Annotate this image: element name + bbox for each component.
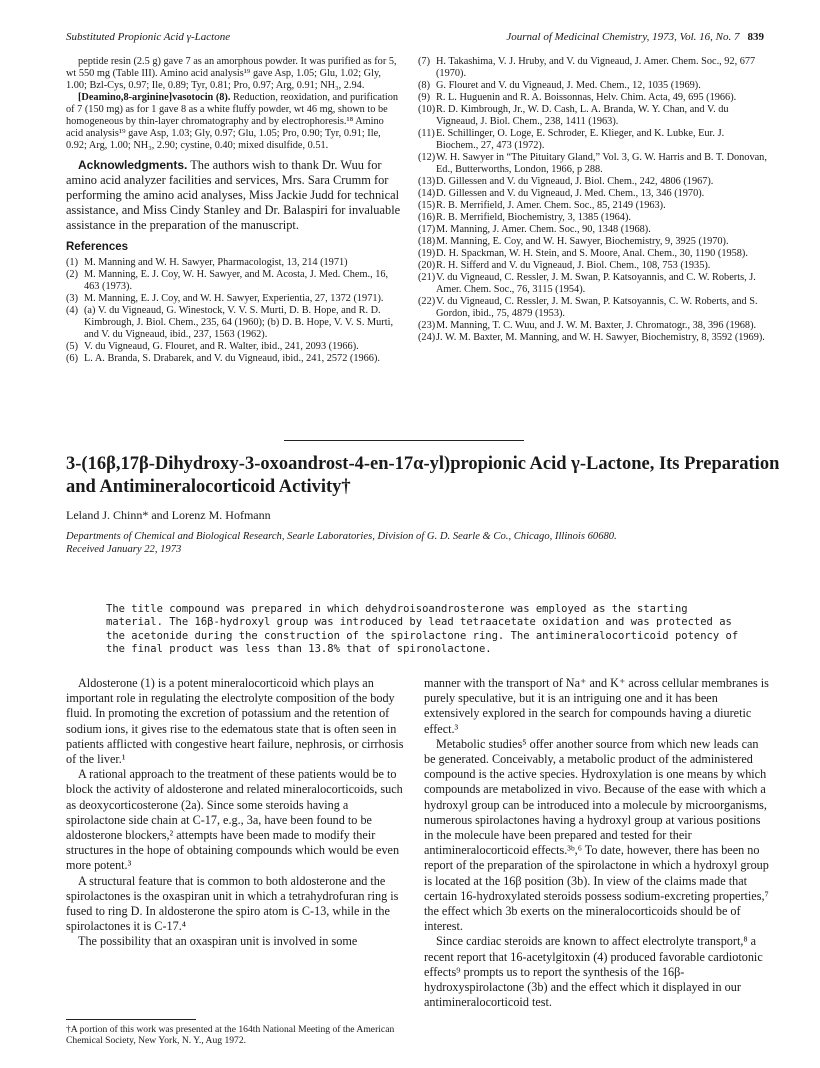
- reference-item: (22) V. du Vigneaud, C. Ressler, J. M. Swan, P. Katsoyannis, C. W. Roberts, and S. Gordon, ibid., 75, 4879 (1953).: [418, 296, 758, 319]
- reference-item: (5) V. du Vigneaud, G. Flouret, and R. Walter, ibid., 241, 2093 (1966).: [66, 341, 359, 352]
- reference-item: (24) J. W. M. Baxter, M. Manning, and W. H. Sawyer, Biochemistry, 8, 3592 (1969).: [418, 332, 765, 343]
- reference-item: (20) R. H. Sifferd and V. du Vigneaud, J. Biol. Chem., 108, 753 (1935).: [418, 260, 711, 271]
- running-header-left: Substituted Propionic Acid γ-Lactone: [66, 31, 231, 43]
- reference-item: (21) V. du Vigneaud, C. Ressler, J. M. Swan, P. Katsoyannis, and C. W. Roberts, J. Amer. Chem. Soc., 76, 3115 (1954).: [418, 272, 756, 295]
- footnote: †A portion of this work was presented at the 164th National Meeting of the American Chemical Society, New York, N. Y., Aug 1972.: [66, 1024, 395, 1046]
- compound-heading: [Deamino,8-arginine]vasotocin (8).: [78, 92, 231, 103]
- reference-item: (6) L. A. Branda, S. Drabarek, and V. du Vigneaud, ibid., 241, 2572 (1966).: [66, 353, 380, 364]
- experimental-paragraph: peptide resin (2.5 g) gave 7 as an amorphous powder. It was purified as for 5, wt 550 mg (Table III). Amino acid analysis¹⁹ gave Asp, 1.05; Glu, 1.02; Gly, 1.00; Bzl-Cys, 0.97; Ile, 0.89; Tyr, 0.81; Pro, 0.97; Arg, 0.91; NH₃, 2.94.: [66, 56, 397, 91]
- reference-item: (4) (a) V. du Vigneaud, G. Winestock, V. V. S. Murti, D. B. Hope, and R. D. Kimbrough, J. Biol. Chem., 235, 64 (1960); (b) D. B. Hope, V. V. S. Murti, and V. du Vigneaud, ibid., 237, 1563 (1962).: [66, 305, 394, 340]
- reference-item: (15) R. B. Merrifield, J. Amer. Chem. Soc., 85, 2149 (1963).: [418, 200, 666, 211]
- reference-list: [66, 257, 403, 365]
- body-paragraph: The possibility that an oxaspiran unit is involved in some: [78, 934, 358, 949]
- reference-item: (14) D. Gillessen and V. du Vigneaud, J. Med. Chem., 13, 346 (1970).: [418, 188, 705, 199]
- reference-item: (11) E. Schillinger, O. Loge, E. Schroder, E. Klieger, and K. Lubke, Eur. J. Biochem., 27, 473 (1972).: [418, 128, 725, 151]
- footnote-rule: [66, 1019, 196, 1020]
- reference-item: (23) M. Manning, T. C. Wuu, and J. W. M. Baxter, J. Chromatogr., 38, 396 (1968).: [418, 320, 757, 331]
- acknowledgments: Acknowledgments. The authors wish to thank Dr. Wuu for amino acid analyzer facilities and services, Mrs. Sara Crumm for performing the amino acid analyses, Miss Jackie Judd for technical assistance, and Miss Cindy Stanley and Dr. Balaspiri for invaluable assistance in the preparation of the manuscript.: [66, 158, 401, 232]
- article-authors: Leland J. Chinn* and Lorenz M. Hofmann: [66, 508, 271, 522]
- reference-item: (13) D. Gillessen and V. du Vigneaud, J. Biol. Chem., 242, 4806 (1967).: [418, 176, 714, 187]
- journal-citation: Journal of Medicinal Chemistry, 1973, Vol. 16, No. 7: [506, 31, 740, 43]
- acknowledgments-heading: Acknowledgments.: [78, 158, 188, 172]
- reference-item: (12) W. H. Sawyer in “The Pituitary Gland,” Vol. 3, G. W. Harris and B. T. Donovan, Ed., Butterworths, London, 1966, p 288.: [418, 152, 767, 175]
- article-affiliation: [66, 530, 786, 556]
- experimental-paragraph: [Deamino,8-arginine]vasotocin (8). Reduction, reoxidation, and purification of 7 (150 mg) as for 1 gave 8 as a white fluffy powder, wt 46 mg, shown to be homogeneous by thin-layer chromatography and by electrophoresis.¹⁸ Amino acid analysis¹⁹ gave Asp, 1.03; Gly, 0.97; Glu, 1.05; Pro, 0.90; Tyr, 0.91; Ile, 0.92; Arg, 1.00; NH₃, 2.90; cystine, 0.40; mixed disulfide, 0.51.: [66, 92, 399, 151]
- body-column-left: [66, 676, 404, 950]
- body-paragraph: Metabolic studies⁵ offer another source from which new leads can be generated. Conceivably, a metabolic product of the administered compound is the active species. Hydroxylation is one means by which compounds are metabolized in vivo. Because of the ease with which a hydroxyl group can be introduced into a molecule by microorganisms, numerous spirolactones having a hydroxyl group at various positions in the molecule have been prepared and tested for their antimineralocorticoid effects.³ᵇ,⁶ To date, however, there has been no report of the preparation of the spirolactone in which a hydroxyl group is located at the 16β position (3b). In view of the claims made that certain 16-hydroxylated steroids possess sodium-excreting properties,⁷ the effect which 3b exerts on the mineralocorticoids should be of interest.: [424, 736, 769, 934]
- body-paragraph: A rational approach to the treatment of these patients would be to block the activity of aldosterone and related mineralocorticoids, such as deoxycorticosterone (2a). Since some steroids having a spirolactone side chain at C-17, e.g., 3a, have been found to be aldosterone blockers,² attempts have been made to modify their structures in the hope of obtaining compounds which would be even more potent.³: [66, 767, 403, 873]
- reference-item: (7) H. Takashima, V. J. Hruby, and V. du Vigneaud, J. Amer. Chem. Soc., 92, 677 (1970).: [418, 56, 756, 79]
- reference-item: (1) M. Manning and W. H. Sawyer, Pharmacologist, 13, 214 (1971): [66, 257, 348, 268]
- reference-item: (2) M. Manning, E. J. Coy, W. H. Sawyer, and M. Acosta, J. Med. Chem., 16, 463 (1973).: [66, 269, 389, 292]
- reference-list: [418, 56, 768, 344]
- received-date: Received January 22, 1973: [66, 544, 182, 555]
- affiliation-text: Departments of Chemical and Biological Research, Searle Laboratories, Division of G. D. Searle & Co., Chicago, Illinois 60680.: [66, 531, 617, 542]
- reference-item: (3) M. Manning, E. J. Coy, and W. H. Sawyer, Experientia, 27, 1372 (1971).: [66, 293, 384, 304]
- page-number: 839: [747, 31, 764, 43]
- reference-item: (19) D. H. Spackman, W. H. Stein, and S. Moore, Anal. Chem., 30, 1190 (1958).: [418, 248, 748, 259]
- previous-article-column-left: [66, 56, 403, 365]
- running-header-right: [506, 31, 764, 43]
- body-paragraph: Since cardiac steroids are known to affect electrolyte transport,⁸ a recent report that 16-acetylgitoxin (4) produced favorable cardiotonic effects⁹ prompts us to report the synthesis of the 16β-hydroxyspirolactone (3b) and the effect which it displayed in our antimineralocorticoid test.: [424, 934, 763, 1010]
- reference-item: (18) M. Manning, E. Coy, and W. H. Sawyer, Biochemistry, 9, 3925 (1970).: [418, 236, 729, 247]
- article-title: 3-(16β,17β-Dihydroxy-3-oxoandrost-4-en-17α-yl)propionic Acid γ-Lactone, Its Preparation and Antimineralocorticoid Activity†: [66, 454, 780, 497]
- references-heading: References: [66, 241, 129, 253]
- abstract: The title compound was prepared in which dehydroisoandrosterone was employed as the starting material. The 16β-hydroxyl group was introduced by lead tetraacetate oxidation and was protected as the acetonide during the construction of the spirolactone ring. The antimineralocorticoid potency of the final product was less than 13.8% that of spironolactone.: [106, 603, 739, 655]
- article-separator-rule: [284, 440, 524, 441]
- reference-item: (9) R. L. Huguenin and R. A. Boissonnas, Helv. Chim. Acta, 49, 695 (1966).: [418, 92, 737, 103]
- body-column-right: [424, 676, 772, 1010]
- reference-item: (10) R. D. Kimbrough, Jr., W. D. Cash, L. A. Branda, W. Y. Chan, and V. du Vigneaud, J. Biol. Chem., 238, 1411 (1963).: [418, 104, 729, 127]
- previous-article-column-right: [418, 56, 768, 344]
- body-paragraph: Aldosterone (1) is a potent mineralocorticoid which plays an important role in regulating the electrolyte composition of the body fluid. In promoting the excretion of potassium and the retention of sodium ions, it gives rise to the edematous state that is often seen in patients afflicted with congestive heart failure, nephrosis, or cirrhosis of the liver.¹: [66, 676, 404, 767]
- reference-item: (17) M. Manning, J. Amer. Chem. Soc., 90, 1348 (1968).: [418, 224, 651, 235]
- body-paragraph: A structural feature that is common to both aldosterone and the spirolactones is the oxaspiran unit in which a tetrahydrofuran ring is fused to ring D. In aldosterone the spiro atom is C-13, while in the spirolactones it is C-17.⁴: [66, 873, 399, 934]
- reference-item: (16) R. B. Merrifield, Biochemistry, 3, 1385 (1964).: [418, 212, 631, 223]
- body-paragraph: manner with the transport of Na⁺ and K⁺ across cellular membranes is purely speculative, but it is an intriguing one and it has been extensively explored in the search for compounds having a diuretic effect.³: [424, 676, 769, 736]
- reference-item: (8) G. Flouret and V. du Vigneaud, J. Med. Chem., 12, 1035 (1969).: [418, 80, 701, 91]
